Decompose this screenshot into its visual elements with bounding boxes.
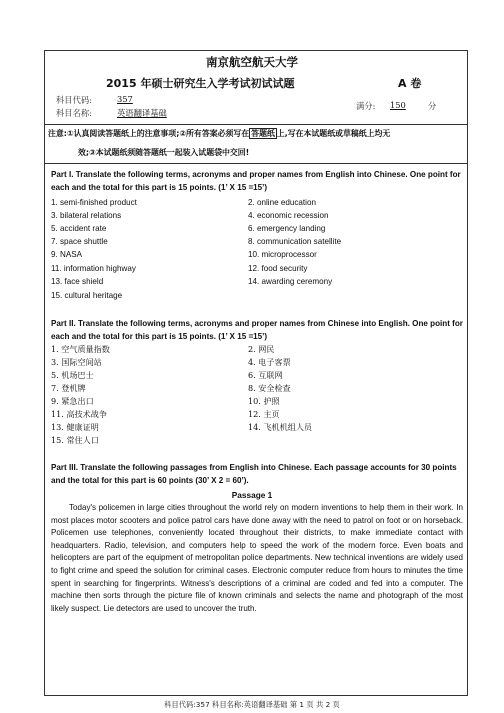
part2-item: 1. 空气质量指数 bbox=[51, 344, 110, 354]
score-value: 150 bbox=[390, 100, 406, 110]
score-label: 满分: bbox=[356, 101, 376, 111]
part2-item: 3. 国际空间站 bbox=[51, 357, 102, 367]
part1-item: 8. communication satellite bbox=[248, 237, 342, 246]
subject-code-label: 科目代码: bbox=[56, 95, 92, 105]
part2-item: 2. 网民 bbox=[248, 344, 275, 354]
paper-version: A 卷 bbox=[398, 77, 422, 90]
part1-item: 1. semi-finished product bbox=[51, 198, 137, 207]
part1-item: 5. accident rate bbox=[51, 224, 107, 233]
part2-heading: Part II. Translate the following terms, acronyms and proper names from Chinese into English. One point for each and the total for this part is 15 points. (1’ X 15 =15’) bbox=[51, 319, 463, 341]
part1-item: 4. economic recession bbox=[248, 211, 329, 220]
notice-line-2: 效;③本试题纸须随答题纸一起装入试题袋中交回! bbox=[78, 148, 250, 157]
passage-text: Today's policemen in large cities throughout the world rely on modern inventions to help them in their work. In most places motor scooters and police patrol cars have done away with the need to patrol on foot or on horseback. Policemen use telephones, conveniently located throughout their districts, to make immediate contact with headquarters. Radio, television, and computers help to speed the work of the modern force. Even boats and helicopters are part of the equipment of metropolitan police departments. New technical inventions are widely used to fight crime and speed the solution for criminal cases. Electronic computer reduce from hours to minutes the time spent in searching for fingerprints. Witness's descriptions of a criminal are coded and fed into a computer. The machine then sorts through the picture file of known criminals and selects the name and photograph of the most likely suspect. Lie detectors are used to uncover the truth. bbox=[51, 503, 463, 613]
notice-boxed-word: 答题纸 bbox=[251, 129, 275, 138]
part1-item: 13. face shield bbox=[51, 277, 104, 286]
part3-heading: Part III. Translate the following passages from English into Chinese. Each passage accounts for 30 points and the total for this part is 60 points (30’ X 2 = 60’). bbox=[51, 463, 457, 485]
part2-item: 12. 主页 bbox=[248, 409, 280, 419]
part1-item: 12. food security bbox=[248, 264, 308, 273]
part1-item: 11. information highway bbox=[51, 264, 136, 273]
part1-item: 9. NASA bbox=[51, 250, 83, 259]
subject-name: 英语翻译基础 bbox=[117, 108, 167, 118]
exam-title: 2015 年硕士研究生入学考试初试试题 bbox=[106, 77, 295, 90]
part1-item: 10. microprocessor bbox=[248, 250, 317, 259]
part1-item: 15. cultural heritage bbox=[51, 291, 123, 300]
university-name: 南京航空航天大学 bbox=[206, 55, 298, 69]
notice-line-1 bbox=[48, 128, 390, 139]
passage-title: Passage 1 bbox=[231, 490, 273, 500]
part2-item: 10. 护照 bbox=[248, 396, 280, 406]
part2-item: 11. 高技术战争 bbox=[51, 409, 107, 419]
part2-item: 8. 安全检查 bbox=[248, 383, 291, 393]
subject-code: 357 bbox=[117, 94, 133, 104]
part1-item: 14. awarding ceremony bbox=[248, 277, 333, 286]
part2-item: 5. 机场巴士 bbox=[51, 370, 94, 380]
score-unit: 分 bbox=[428, 101, 437, 111]
part1-heading: Part I. Translate the following terms, acronyms and proper names from English into Chinese. One point for each and the total for this part is 15 points. (1’ X 15 =15’) bbox=[51, 170, 461, 192]
notice-line-1-pre: 注意:①认真阅读答题纸上的注意事项;②所有答案必须写在 bbox=[48, 129, 250, 138]
page-footer: 科目代码:357 科目名称:英语翻译基础 第 1 页 共 2 页 bbox=[164, 700, 340, 709]
part2-item: 13. 健康证明 bbox=[51, 422, 99, 432]
part1-item: 6. emergency landing bbox=[248, 224, 326, 233]
part2-item: 7. 登机牌 bbox=[51, 383, 86, 393]
part2-item: 4. 电子客票 bbox=[248, 357, 291, 367]
part2-item: 6. 互联网 bbox=[248, 370, 283, 380]
part2-item: 9. 紧急出口 bbox=[51, 396, 94, 406]
part1-item: 2. online education bbox=[248, 198, 316, 207]
part2-item: 14. 飞机机组人员 bbox=[248, 422, 313, 432]
subject-name-label: 科目名称: bbox=[56, 108, 92, 118]
part1-item: 7. space shuttle bbox=[51, 237, 108, 246]
part1-item: 3. bilateral relations bbox=[51, 211, 122, 220]
notice-line-1-post: 上,写在本试题纸或草稿纸上均无 bbox=[276, 129, 391, 138]
part2-item: 15. 常住人口 bbox=[51, 435, 99, 445]
